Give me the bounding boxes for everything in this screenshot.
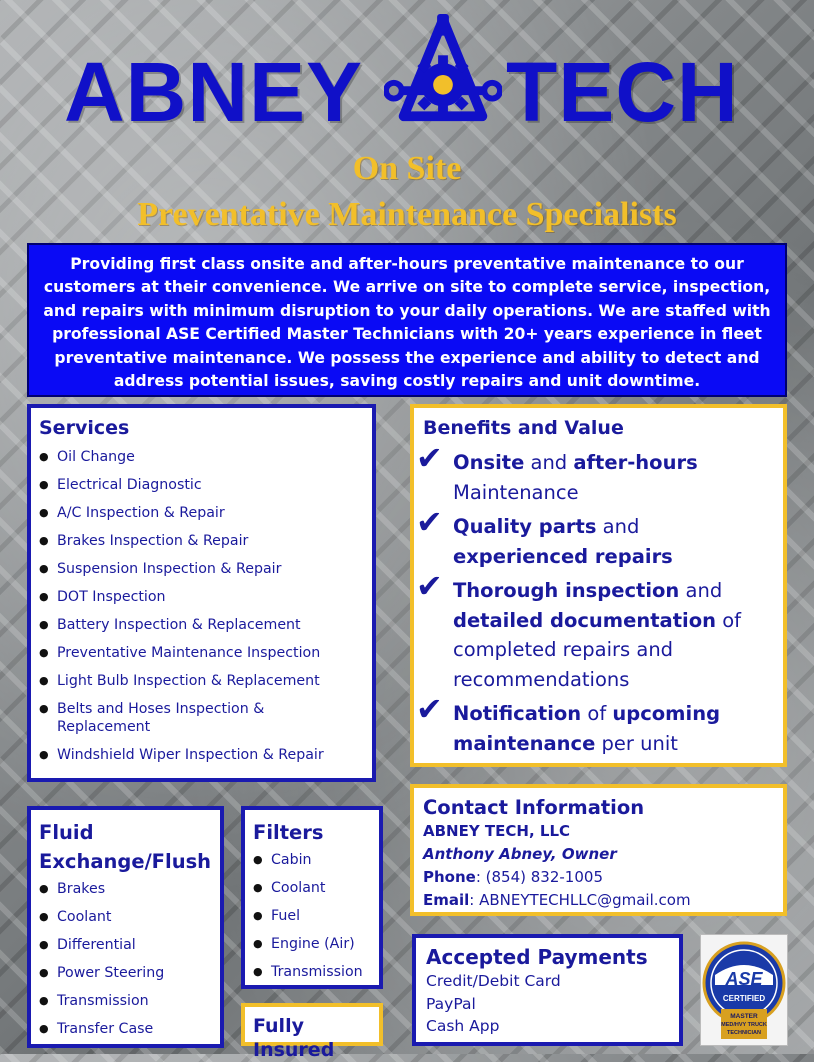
tagline-specialists: Preventative Maintenance Specialists [137, 196, 677, 233]
benefits-title: Benefits and Value [423, 417, 624, 439]
list-item: ● Coolant [253, 879, 373, 897]
benefit-bold: after-hours [573, 451, 698, 474]
payments-title: Accepted Payments [426, 945, 648, 969]
payments-panel [412, 934, 683, 1046]
list-item: ● DOT Inspection [39, 588, 366, 606]
list-item: ● A/C Inspection & Repair [39, 504, 366, 522]
benefit-bold: Quality parts [453, 515, 597, 538]
benefit-bold: detailed documentation [453, 608, 716, 632]
services-panel [27, 404, 376, 782]
payment-method: Credit/Debit Card [426, 972, 561, 990]
benefit-bold: Onsite [453, 451, 525, 474]
services-list [39, 448, 366, 764]
fluid-panel [27, 806, 224, 1048]
ase-certified-text: CERTIFIED [722, 994, 766, 1003]
list-item: ● Brakes Inspection & Repair [39, 532, 366, 550]
tagline-on-site: On Site [352, 150, 462, 187]
checkmark-icon: ✔ [416, 439, 443, 477]
list-item: ● Battery Inspection & Replacement [39, 616, 366, 634]
benefit-text: of completed repairs and recommendations [453, 608, 741, 691]
list-item: ● Transfer Case [39, 1020, 214, 1038]
insured-label: Fully Insured [253, 1015, 335, 1061]
benefit-item [416, 690, 775, 758]
list-item: ● Electrical Diagnostic [39, 476, 366, 494]
checkmark-icon: ✔ [416, 503, 443, 541]
benefits-panel [410, 404, 787, 767]
list-item: ● Belts and Hoses Inspection & Replacement [39, 700, 366, 736]
list-item: ● Brakes [39, 880, 214, 898]
email-line [423, 889, 775, 912]
benefit-text: and [679, 579, 723, 602]
brand-name-left: ABNEY [64, 45, 364, 139]
benefit-text: and [596, 515, 640, 538]
benefit-item [416, 567, 775, 694]
list-item: ● Suspension Inspection & Repair [39, 560, 366, 578]
filters-list [253, 851, 373, 981]
list-item: ● Transmission [253, 963, 373, 981]
fluid-title: Fluid Exchange/Flush [39, 821, 212, 873]
company-name: ABNEY TECH, LLC [423, 822, 571, 840]
intro-box [27, 243, 787, 397]
contact-panel [410, 784, 787, 916]
brand-name-right: TECH [506, 45, 739, 139]
gear-wrench-compass-icon [384, 14, 502, 132]
owner-name: Anthony Abney, Owner [423, 845, 617, 863]
ase-seal-icon [701, 935, 787, 1045]
email-address[interactable]: : ABNEYTECHLLC@gmail.com [469, 891, 691, 909]
list-item: ● Windshield Wiper Inspection & Repair [39, 746, 366, 764]
phone-number[interactable]: : (854) 832-1005 [475, 868, 603, 886]
phone-line [423, 866, 775, 889]
list-item: ● Oil Change [39, 448, 366, 466]
phone-label: Phone [423, 868, 476, 886]
list-item: ● Power Steering [39, 964, 214, 982]
email-label: Email [423, 891, 470, 909]
ase-line-2: MED/HVY TRUCK [721, 1022, 767, 1028]
filters-panel [241, 806, 383, 989]
list-item: ● Differential [39, 936, 214, 954]
benefit-item [416, 439, 775, 507]
payment-method: Cash App [426, 1017, 500, 1035]
benefit-text: Maintenance [453, 480, 579, 504]
contact-title: Contact Information [423, 796, 645, 819]
payment-method: PayPal [426, 994, 476, 1013]
benefit-text: per unit [595, 731, 678, 755]
benefit-bold: Notification [453, 702, 582, 725]
benefit-item [416, 503, 775, 571]
intro-text: Providing first class onsite and after-hours preventative maintenance to our customers at their convenience. We arrive on site to complete service, inspection, and repairs with minimum disruption to your daily operations. We are staffed with professional ASE Certified Master Technicians with 20+ years experience in fleet preventative maintenance. We possess the experience and ability to detect and address potential issues, saving costly repairs and unit downtime. [43, 255, 771, 391]
benefit-bold: experienced repairs [453, 544, 673, 568]
benefit-bold: upcoming maintenance [453, 702, 721, 755]
list-item: ● Engine (Air) [253, 935, 373, 953]
list-item: ● Preventative Maintenance Inspection [39, 644, 366, 662]
fluid-list [39, 880, 214, 1038]
list-item: ● Coolant [39, 908, 214, 926]
services-title: Services [39, 417, 130, 439]
list-item: ● Transmission [39, 992, 214, 1010]
benefit-text: of [581, 702, 613, 725]
list-item: ● Light Bulb Inspection & Replacement [39, 672, 366, 690]
insured-panel [241, 1003, 383, 1061]
filters-title: Filters [253, 821, 324, 844]
benefit-text: and [524, 451, 574, 474]
ase-line-3: TECHNICIAN [727, 1030, 761, 1036]
list-item: ● Cabin [253, 851, 373, 869]
ase-line-1: MASTER [730, 1013, 758, 1020]
ase-mark: ASE [725, 969, 763, 989]
checkmark-icon: ✔ [416, 690, 443, 728]
benefit-bold: Thorough inspection [453, 579, 680, 602]
checkmark-icon: ✔ [416, 567, 443, 605]
ase-certified-badge [700, 934, 788, 1046]
list-item: ● Fuel [253, 907, 373, 925]
